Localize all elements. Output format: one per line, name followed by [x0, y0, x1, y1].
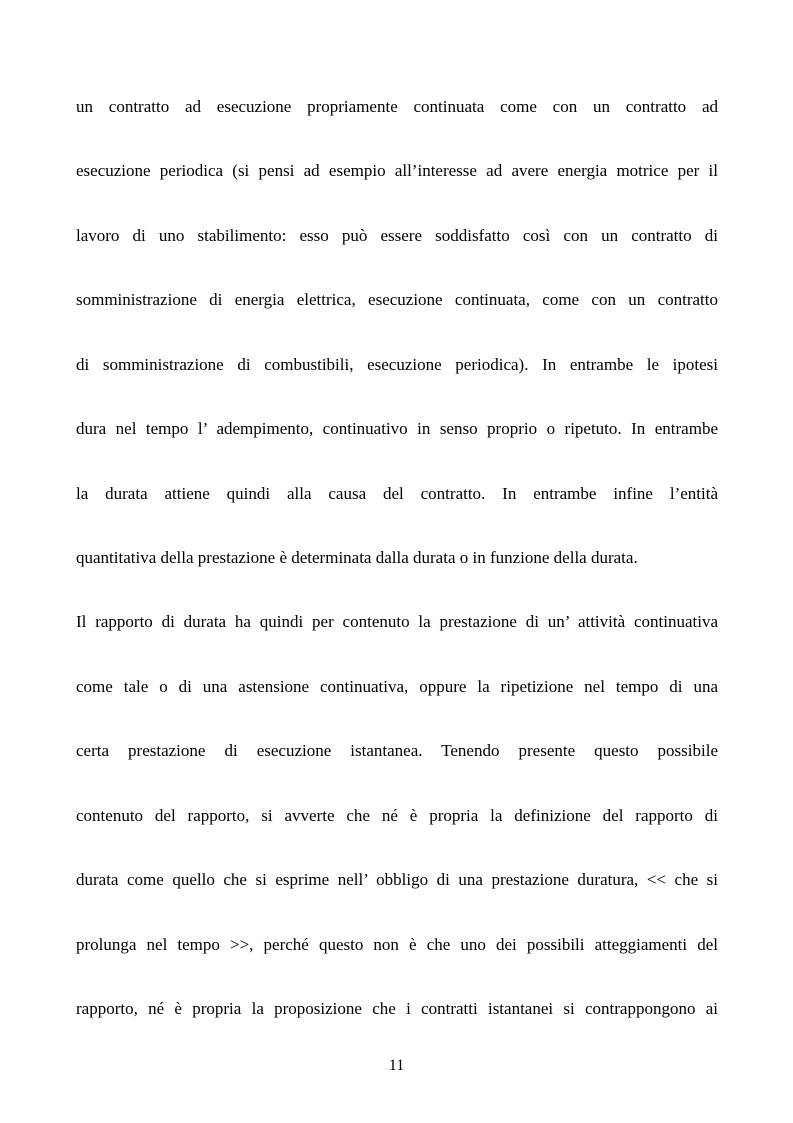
text-line-13: durata come quello che si esprime nell’ obbligo di una prestazione duratura, << che si [76, 870, 718, 889]
text-line-10: come tale o di una astensione continuativa, oppure la ripetizione nel tempo di una [76, 677, 718, 696]
text-line-4: somministrazione di energia elettrica, esecuzione continuata, come con un contratto [76, 290, 718, 309]
page-number: 11 [388, 1057, 405, 1074]
text-line-8: quantitativa della prestazione è determinata dalla durata o in funzione della durata. [76, 548, 638, 567]
text-line-12: contenuto del rapporto, si avverte che né è propria la definizione del rapporto di [76, 806, 718, 825]
text-line-6: dura nel tempo l’ adempimento, continuativo in senso proprio o ripetuto. In entrambe [76, 419, 718, 438]
text-line-15: rapporto, né è propria la proposizione che i contratti istantanei si contrappongono ai [76, 999, 718, 1018]
text-line-2: esecuzione periodica (si pensi ad esempio all’interesse ad avere energia motrice per il [76, 161, 718, 180]
text-line-14: prolunga nel tempo >>, perché questo non è che uno dei possibili atteggiamenti del [76, 935, 718, 954]
text-line-5: di somministrazione di combustibili, esecuzione periodica). In entrambe le ipotesi [76, 355, 718, 374]
text-line-11: certa prestazione di esecuzione istantanea. Tenendo presente questo possibile [76, 741, 718, 760]
text-line-9: Il rapporto di durata ha quindi per contenuto la prestazione di un’ attività continuativa [76, 612, 718, 631]
text-line-1: un contratto ad esecuzione propriamente continuata come con un contratto ad [76, 97, 718, 116]
text-line-7: la durata attiene quindi alla causa del contratto. In entrambe infine l’entità [76, 484, 718, 503]
text-line-3: lavoro di uno stabilimento: esso può essere soddisfatto così con un contratto di [76, 226, 718, 245]
